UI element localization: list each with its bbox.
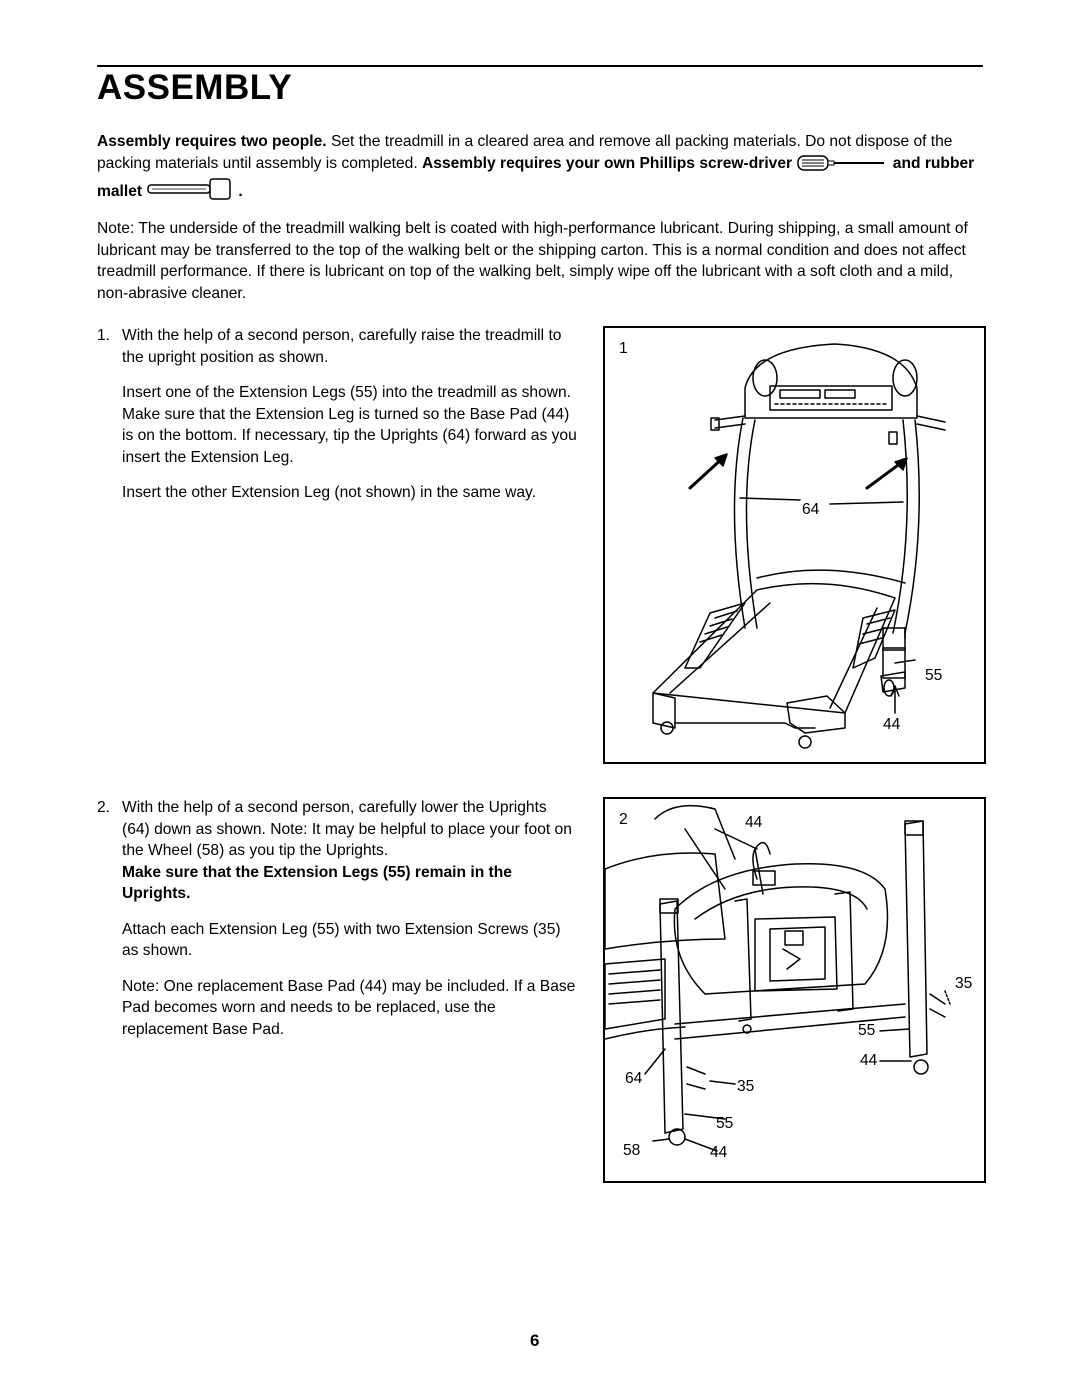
- page-number: 6: [530, 1331, 540, 1350]
- intro-bold-mallet: and rubber mallet: [97, 154, 975, 200]
- step-1: [97, 325, 577, 518]
- figure-2-number: 2: [619, 811, 628, 828]
- lubricant-note: Note: The underside of the treadmill walking belt is coated with high-performance lubricant. During shipping, a small amount of lubricant may be transferred to the top of the walking belt or the shipping carton. This is a normal condition and does not affect treadmill performance. If there is lubricant on top of the walking belt, simply wipe off the lubricant with a soft cloth and a mild, non-abrasive cleaner.: [97, 220, 968, 302]
- callout-55: 55: [925, 667, 943, 684]
- step-2-text-1: With the help of a second person, carefully lower the Uprights (64) down as shown. Note: It may be helpful to place your foot on the Wheel (58) as you tip the Uprights.: [122, 799, 572, 859]
- callout-55-right: 55: [858, 1022, 876, 1039]
- figure-2-treadmill-drawing: [605, 799, 984, 1181]
- intro-paragraph: [97, 131, 987, 207]
- figure-1-box: [603, 326, 986, 764]
- callout-35-right: 35: [955, 975, 973, 992]
- title-rule: [97, 65, 983, 67]
- figure-1-treadmill-drawing: [605, 328, 984, 762]
- callout-44-right: 44: [860, 1052, 878, 1069]
- callout-64: 64: [802, 501, 820, 518]
- callout-35-left: 35: [737, 1078, 755, 1095]
- step-1-text-1: With the help of a second person, carefully raise the treadmill to the upright position as shown.: [122, 327, 562, 366]
- step-1-text-3: Insert the other Extension Leg (not shown) in the same way.: [122, 484, 537, 501]
- intro-bold-screwdriver: Assembly requires your own Phillips screw-driver: [422, 154, 793, 172]
- callout-44-top: 44: [745, 814, 763, 831]
- step-1-text-2: Insert one of the Extension Legs (55) into the treadmill as shown. Make sure that the Extension Leg is turned so the Base Pad (44) is on the bottom. If necessary, tip the Uprights (64) forward as you insert the Extension Leg.: [122, 384, 577, 466]
- step-2-number: 2.: [97, 799, 111, 816]
- callout-44-left: 44: [710, 1144, 728, 1161]
- screwdriver-icon: [796, 154, 888, 179]
- step-2: [97, 797, 577, 1054]
- step-2-text-3: Note: One replacement Base Pad (44) may be included. If a Base Pad becomes worn and needs to be replaced, use the replacement Base Pad.: [122, 977, 576, 1038]
- callout-55-left: 55: [716, 1115, 734, 1132]
- callout-44: 44: [883, 716, 901, 733]
- figure-1-number: 1: [619, 340, 628, 357]
- intro-text: Set the treadmill in a cleared area and remove all packing materials. Do not dispose of the packing materials until assembly is completed.: [97, 133, 953, 172]
- step-2-warning: Make sure that the Extension Legs (55) remain in the Uprights.: [122, 863, 512, 902]
- step-1-number: 1.: [97, 327, 111, 344]
- figure-2-box: [603, 797, 986, 1183]
- callout-64: 64: [625, 1070, 643, 1087]
- step-2-text-2: Attach each Extension Leg (55) with two Extension Screws (35) as shown.: [122, 920, 561, 959]
- intro-bold-people: Assembly requires two people.: [97, 133, 327, 150]
- page-title: ASSEMBLY: [97, 68, 293, 107]
- callout-58: 58: [623, 1142, 641, 1159]
- mallet-icon: [146, 178, 238, 207]
- intro-end: .: [238, 183, 243, 200]
